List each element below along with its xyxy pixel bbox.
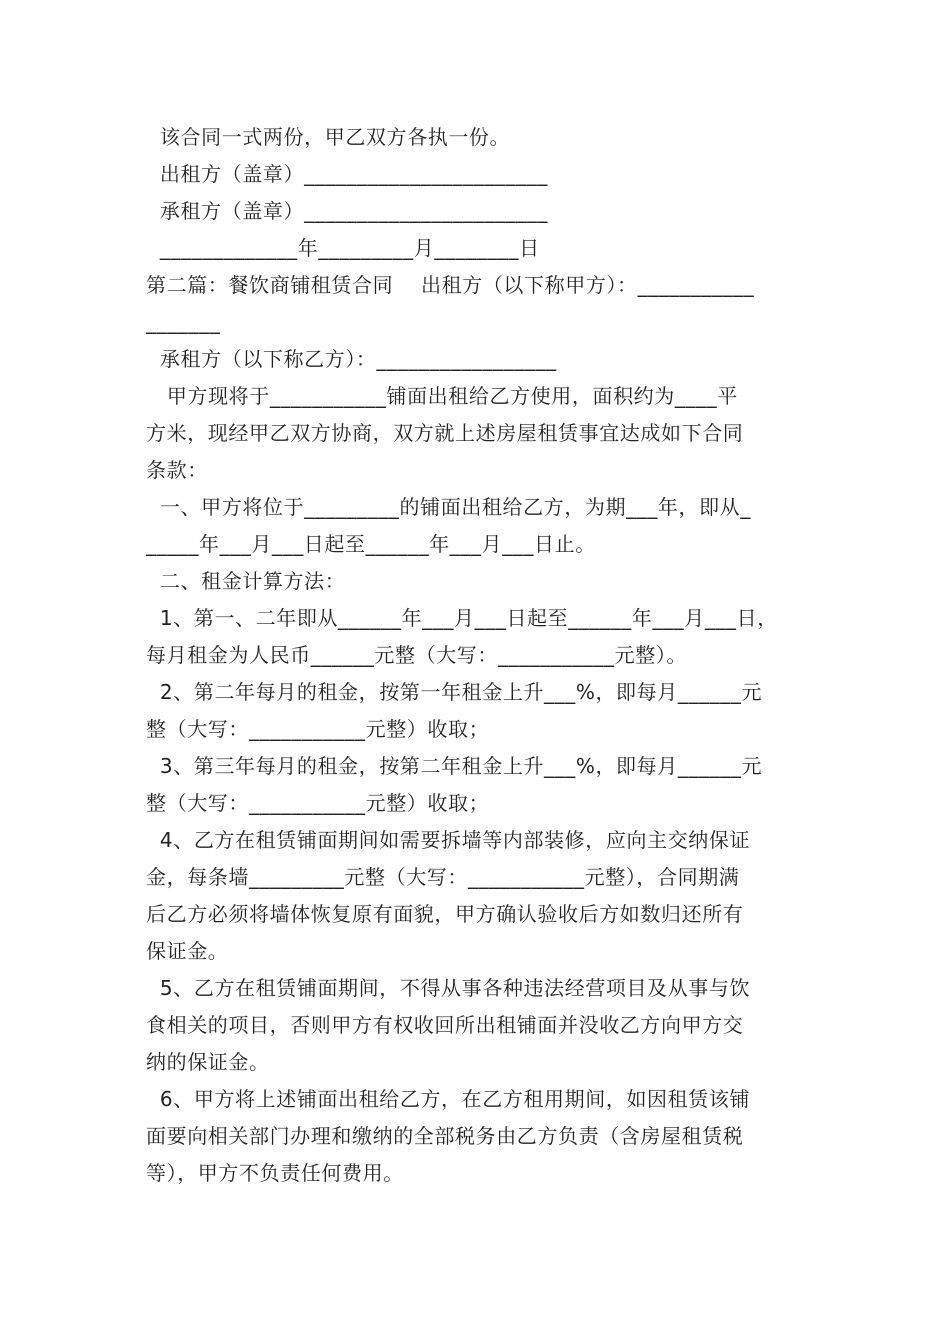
text-line-content: _____________年_________月________日 [146, 236, 540, 260]
text-line [146, 1085, 816, 1113]
text-line-content: 6、甲方将上述铺面出租给乙方，在乙方租用期间，如因租赁该铺 [146, 1087, 751, 1111]
text-line [146, 715, 816, 743]
text-line [146, 345, 816, 373]
text-line [146, 567, 816, 595]
text-line [146, 752, 816, 780]
text-line [146, 863, 816, 891]
text-line-content: 条款： [146, 458, 208, 482]
text-line [146, 308, 816, 336]
text-line [146, 123, 816, 151]
text-line-content: 方米，现经甲乙双方协商，双方就上述房屋租赁事宜达成如下合同 [146, 421, 744, 445]
text-line-content: _______ [146, 310, 221, 334]
text-line [146, 1159, 816, 1187]
text-line [146, 1048, 816, 1076]
text-line-content: 第二篇：餐饮商铺租赁合同 出租方（以下称甲方）：___________ [146, 273, 755, 297]
text-line-content: 等），甲方不负责任何费用。 [146, 1161, 404, 1185]
text-line-content: 整（大写：___________元整）收取； [146, 791, 490, 815]
text-line-content: 一、甲方将位于_________的铺面出租给乙方，为期___年，即从_ [146, 495, 751, 519]
text-line-content: 4、乙方在租赁铺面期间如需要拆墙等内部装修，应向主交纳保证 [146, 828, 751, 852]
text-line-content: 承租方（以下称乙方）：_________________ [146, 347, 557, 371]
text-line-content: 1、第一、二年即从______年___月___日起至______年___月___日， [146, 606, 778, 630]
text-line-content: 出租方（盖章）_______________________ [146, 162, 548, 186]
text-line-content: 甲方现将于___________铺面出租给乙方使用，面积约为____平 [146, 384, 738, 408]
text-line-content: 5、乙方在租赁铺面期间，不得从事各种违法经营项目及从事与饮 [146, 976, 751, 1000]
text-line [146, 160, 816, 188]
text-line [146, 604, 816, 632]
text-line-content: _____年___月___日起至______年___月___日止。 [146, 532, 596, 556]
text-line [146, 974, 816, 1002]
text-line [146, 456, 816, 484]
text-line [146, 1011, 816, 1039]
text-line-content: 二、租金计算方法： [146, 569, 346, 593]
text-line-content: 每月租金为人民币______元整（大写：___________元整）。 [146, 643, 687, 667]
text-line [146, 1122, 816, 1150]
text-line [146, 197, 816, 225]
text-line [146, 789, 816, 817]
text-line-content: 面要向相关部门办理和缴纳的全部税务由乙方负责（含房屋租赁税 [146, 1124, 744, 1148]
text-line-content: 2、第二年每月的租金，按第一年租金上升___%，即每月______元 [146, 680, 763, 704]
text-line-content: 该合同一式两份，甲乙双方各执一份。 [146, 125, 511, 149]
text-line-content: 保证金。 [146, 939, 229, 963]
text-line [146, 271, 816, 299]
text-line-content: 整（大写：___________元整）收取； [146, 717, 490, 741]
text-line [146, 937, 816, 965]
text-line-content: 3、第三年每月的租金，按第二年租金上升___%，即每月______元 [146, 754, 763, 778]
text-line-content: 金，每条墙_________元整（大写：___________元整），合同期满 [146, 865, 740, 889]
text-line-content: 承租方（盖章）_______________________ [146, 199, 548, 223]
text-line [146, 419, 816, 447]
text-line [146, 530, 816, 558]
text-line [146, 678, 816, 706]
text-line [146, 826, 816, 854]
text-line [146, 382, 816, 410]
text-line-content: 后乙方必须将墙体恢复原有面貌，甲方确认验收后方如数归还所有 [146, 902, 744, 926]
text-line [146, 900, 816, 928]
text-line [146, 493, 816, 521]
text-line-content: 食相关的项目，否则甲方有权收回所出租铺面并没收乙方向甲方交 [146, 1013, 744, 1037]
text-line-content: 纳的保证金。 [146, 1050, 270, 1074]
text-line [146, 641, 816, 669]
text-line [146, 234, 816, 262]
